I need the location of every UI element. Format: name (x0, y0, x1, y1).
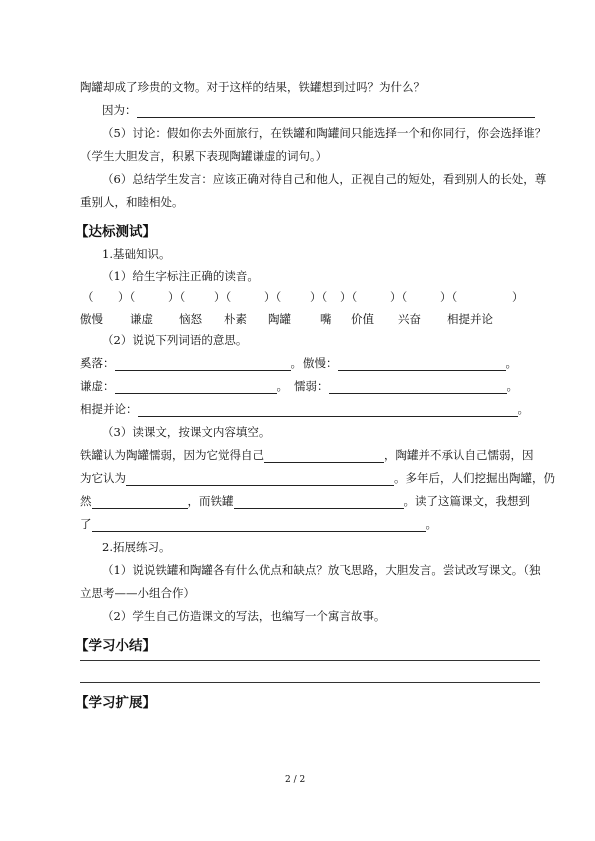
pinyin-blank[interactable]: ）（ (168, 290, 186, 304)
text-line: （5）讨论：假如你去外面旅行，在铁罐和陶罐间只能选择一个和你同行，你会选择谁？ (102, 126, 547, 140)
page-number: 2 / 2 (285, 775, 306, 785)
term-label: 傲慢： (303, 356, 338, 370)
definition-line: 相提并论： 。 (80, 402, 529, 416)
fill-line: 了 。 (80, 517, 437, 531)
question-sub: （1）给生字标注正确的读音。 (102, 269, 259, 283)
writing-line[interactable] (80, 682, 540, 683)
fill-line: 铁罐认为陶罐懦弱，因为它觉得自己 ，陶罐并不承认自己懦弱，因 (80, 448, 534, 462)
pinyin-blank[interactable]: ）（ (440, 290, 458, 304)
vocab-word: 相提并论 (447, 312, 493, 326)
question-title: 2.拓展练习。 (102, 540, 171, 554)
text-line: 重别人，和睦相处。 (80, 195, 184, 209)
writing-line[interactable] (80, 660, 540, 661)
definition-blank[interactable] (329, 381, 507, 394)
fill-blank[interactable] (92, 496, 188, 509)
question-sub: （1）说说铁罐和陶罐各有什么优点和缺点？放飞思路，大胆发言。尝试改写课文。（独 (102, 563, 541, 577)
section-heading-test: 【达标测试】 (75, 224, 156, 240)
text-line: 陶罐却成了珍贵的文物。对于这样的结果，铁罐想到过吗？为什么？ (80, 80, 425, 94)
vocab-word: 谦虚 (130, 312, 153, 326)
definition-blank[interactable] (338, 358, 506, 371)
pinyin-blank[interactable]: ）（ (264, 290, 282, 304)
question-sub-cont: 立思考——小组合作） (80, 586, 195, 600)
term-label: 相提并论： (80, 402, 138, 416)
pinyin-blank[interactable]: （ (82, 290, 94, 304)
because-line (102, 103, 535, 118)
pinyin-blank[interactable]: ） (512, 290, 524, 304)
question-sub: （3）读课文，按课文内容填空。 (102, 425, 271, 439)
section-heading-extension: 【学习扩展】 (75, 695, 156, 711)
because-label: 因为： (102, 103, 137, 117)
fill-line: 然 ，而铁罐 。读了这篇课文，我想到 (80, 494, 530, 508)
vocab-word: 傲慢 (80, 312, 103, 326)
text-line: （学生大胆发言，积累下表现陶罐谦虚的词句。） (80, 149, 328, 163)
pinyin-blank[interactable]: ）（ (390, 290, 408, 304)
definition-line: 奚落： 。 (80, 356, 302, 370)
fill-blank[interactable] (234, 496, 404, 509)
question-sub: （2）学生自己仿造课文的写法，也编写一个寓言故事。 (102, 609, 386, 623)
vocab-word: 朴素 (224, 312, 247, 326)
term-label: 奚落： (80, 356, 115, 370)
fill-blank[interactable] (264, 450, 384, 463)
question-title: 1.基础知识。 (102, 247, 171, 261)
definition-blank[interactable] (115, 381, 277, 394)
definition-line: 谦虚： 。 (80, 379, 288, 393)
question-sub: （2）说说下列词语的意思。 (102, 333, 248, 347)
term-label: 谦虚： (80, 379, 115, 393)
pinyin-blank[interactable]: ）（ (340, 290, 358, 304)
vocab-word: 陶罐 (268, 312, 291, 326)
vocab-word: 兴奋 (398, 312, 421, 326)
fill-blank[interactable] (126, 473, 394, 486)
pinyin-blank[interactable]: ）（ (118, 290, 136, 304)
fill-line: 为它认为 。多年后，人们挖掘出陶罐，仍 (80, 471, 555, 485)
vocab-word: 恼怒 (179, 312, 202, 326)
vocab-word: 价值 (351, 312, 374, 326)
definition-blank[interactable] (138, 404, 518, 417)
definition-line: 懦弱： 。 (294, 379, 518, 393)
answer-blank[interactable] (137, 105, 535, 118)
pinyin-blank[interactable]: ）（ (214, 290, 232, 304)
definition-line: 傲慢： 。 (303, 356, 517, 370)
definition-blank[interactable] (115, 358, 291, 371)
fill-blank[interactable] (92, 519, 426, 532)
vocab-word: 嘴 (320, 312, 332, 326)
term-label: 懦弱： (294, 379, 329, 393)
section-heading-summary: 【学习小结】 (75, 638, 156, 654)
pinyin-blank[interactable]: ）（ (310, 290, 328, 304)
text-line: （6）总结学生发言：应该正确对待自己和他人，正视自己的短处，看到别人的长处，尊 (102, 172, 547, 186)
